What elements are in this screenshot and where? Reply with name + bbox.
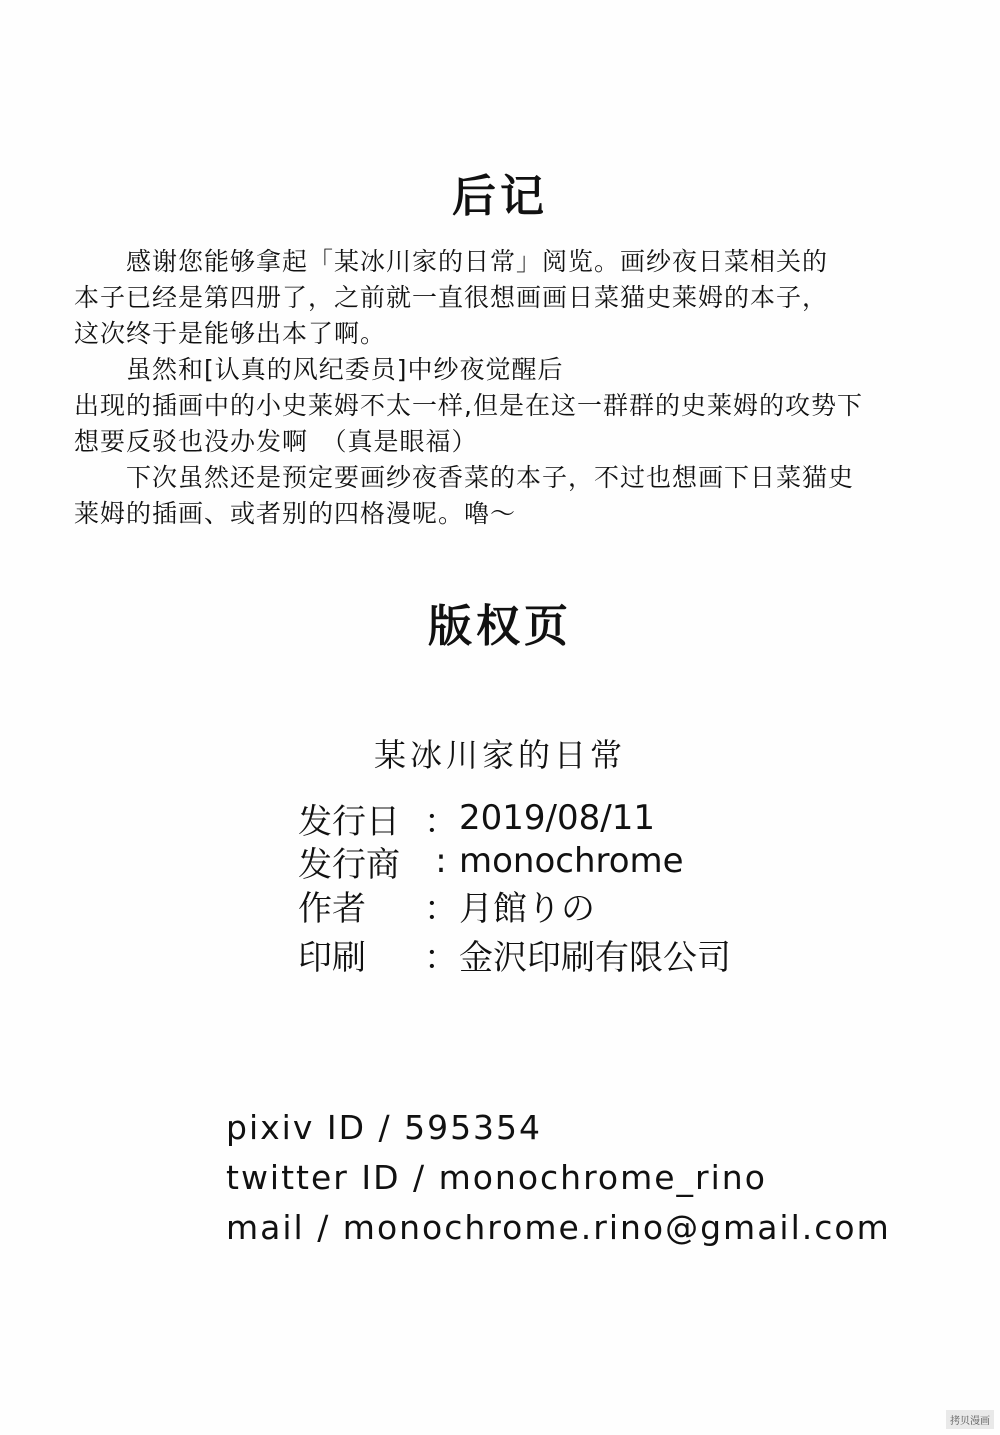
- mail-address: mail / monochrome.rino@gmail.com: [226, 1208, 891, 1247]
- publisher-value: monochrome: [459, 841, 684, 881]
- release-date-label: 发行日: [298, 801, 400, 842]
- printer-label: 印刷: [298, 937, 366, 978]
- printer-row: [298, 929, 731, 979]
- pixiv-id: pixiv ID / 595354: [226, 1108, 543, 1147]
- release-date-colon: ：: [424, 801, 458, 842]
- publisher-label: 发行商: [298, 844, 400, 885]
- release-date-value: 2019/08/11: [459, 798, 655, 838]
- book-title: 某冰川家的日常: [373, 736, 626, 774]
- afterword-paragraph-2: 虽然和[认真的风纪委员]中纱夜觉醒后 出现的插画中的小史莱姆不太一样,但是在这一群群的史莱姆的攻势下 想要反驳也没办发啊 （真是眼福）: [74, 355, 863, 456]
- printer-colon: ：: [424, 937, 458, 978]
- printer-value: 金沢印刷有限公司: [459, 937, 731, 978]
- author-colon: ：: [424, 888, 458, 929]
- author-value: 月館りの: [459, 888, 595, 929]
- author-row: [298, 880, 595, 930]
- author-label: 作者: [298, 888, 366, 929]
- twitter-id: twitter ID / monochrome_rino: [226, 1158, 767, 1197]
- afterword-title: 后记: [452, 171, 548, 222]
- publisher-colon: :: [435, 841, 447, 881]
- afterword-paragraph-1: 感谢您能够拿起「某冰川家的日常」阅览。画纱夜日菜相关的 本子已经是第四册了，之前就一直很想画画日菜猫史莱姆的本子， 这次终于是能够出本了啊。: [74, 247, 829, 348]
- publisher-row: [298, 836, 684, 886]
- afterword-paragraph-3: 下次虽然还是预定要画纱夜香菜的本子，不过也想画下日菜猫史 莱姆的插画、或者别的四格漫呢。嚕～: [74, 463, 855, 528]
- copyright-title: 版权页: [428, 601, 572, 652]
- site-watermark: 拷贝漫画: [946, 1410, 994, 1429]
